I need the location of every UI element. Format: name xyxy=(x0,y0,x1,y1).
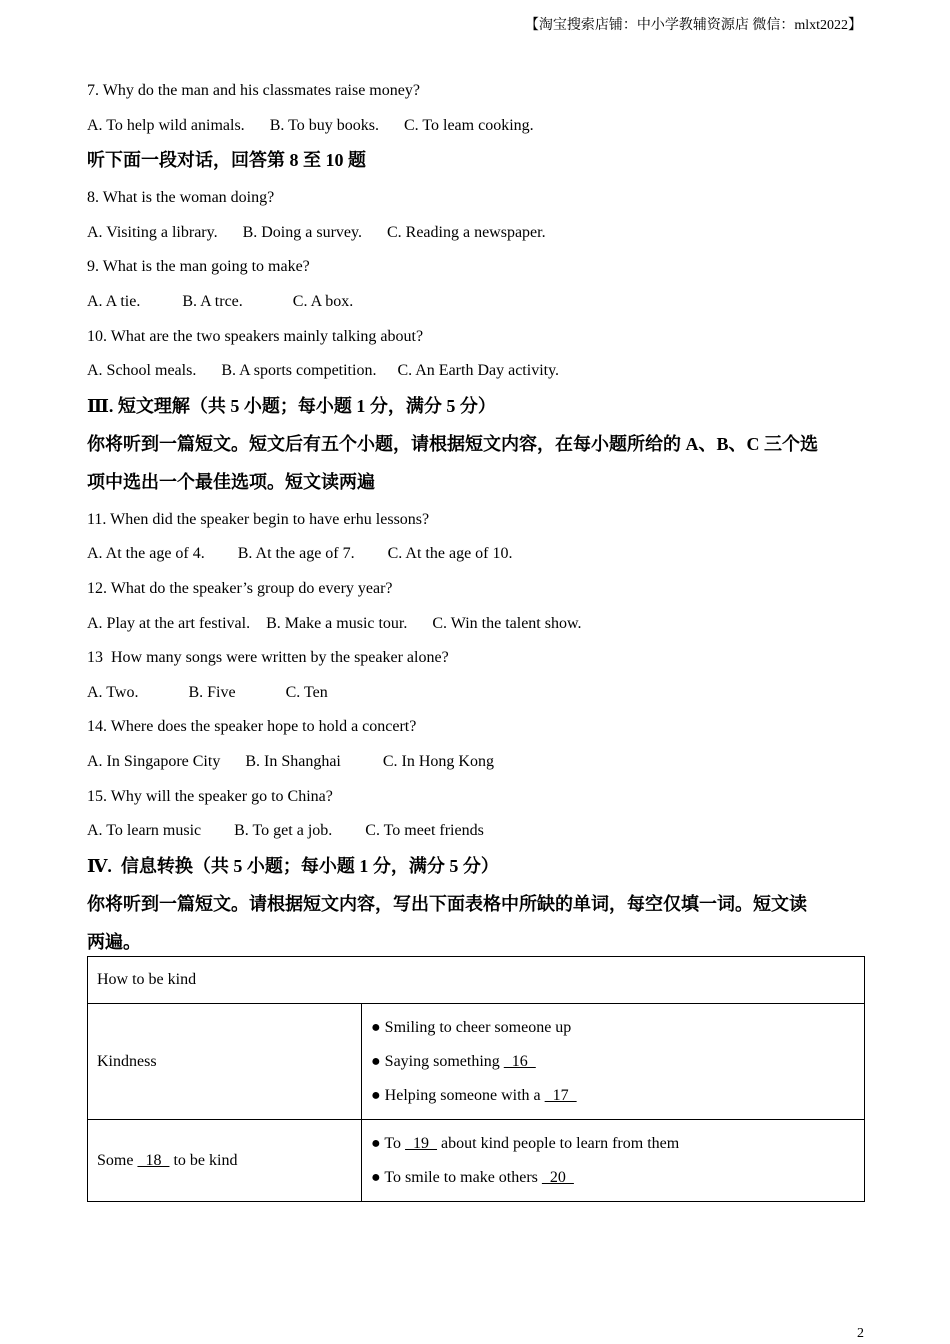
table-title: How to be kind xyxy=(88,957,865,1004)
question-text: 13 How many songs were written by the speaker alone? xyxy=(87,649,449,667)
kindness-bullets xyxy=(362,1004,865,1120)
bullet-item: ● Smiling to cheer someone up xyxy=(371,1018,572,1036)
option-b: B. To get a job. xyxy=(234,822,333,840)
table-row xyxy=(88,1004,865,1120)
option-c: C. Reading a newspaper. xyxy=(386,223,546,241)
option-a: A. At the age of 4. xyxy=(87,545,205,563)
option-b: B. A trce. xyxy=(182,292,243,310)
option-b: B. Doing a survey. xyxy=(242,223,362,241)
question-text: 12. What do the speaker’s group do every year? xyxy=(87,579,393,597)
question-list xyxy=(87,78,865,967)
blank-18: 18 xyxy=(137,1151,170,1169)
bullet-item: ● Saying something 16 xyxy=(371,1052,536,1070)
option-a: A. A tie. xyxy=(87,292,141,310)
option-c: C. An Earth Day activity. xyxy=(397,362,560,380)
option-c: C. Win the talent show. xyxy=(432,614,582,632)
bullet-item: ● Helping someone with a 17 xyxy=(371,1086,577,1104)
row-label-kindness: Kindness xyxy=(88,1004,362,1120)
option-b: B. Make a music tour. xyxy=(266,614,408,632)
blank-17: 17 xyxy=(544,1086,577,1104)
table-row xyxy=(88,1120,865,1202)
answer-options xyxy=(87,113,865,148)
section-heading: 听下面一段对话，回答第 8 至 10 题 xyxy=(87,150,366,171)
question-text: 9. What is the man going to make? xyxy=(87,258,310,276)
question-text: 11. When did the speaker begin to have erhu lessons? xyxy=(87,510,430,528)
option-a: A. To help wild animals. xyxy=(87,116,245,134)
table-title-row xyxy=(88,957,865,1004)
page-number: 2 xyxy=(857,1326,864,1341)
ways-bullets xyxy=(362,1120,865,1202)
option-c: C. To meet friends xyxy=(365,822,484,840)
option-a: A. In Singapore City xyxy=(87,752,221,770)
row-label-ways: Some 18 to be kind xyxy=(88,1120,362,1202)
option-c: C. Ten xyxy=(285,683,328,701)
answer-options xyxy=(87,358,865,393)
question-text: 14. Where does the speaker hope to hold a concert? xyxy=(87,718,417,736)
section-heading: 你将听到一篇短文。短文后有五个小题，请根据短文内容，在每小题所给的 A、B、C 三个选 xyxy=(87,433,818,454)
section-heading: 两遍。 xyxy=(87,931,141,952)
question-text: 10. What are the two speakers mainly talking about? xyxy=(87,327,424,345)
answer-options xyxy=(87,680,865,715)
question-text: 15. Why will the speaker go to China? xyxy=(87,787,333,805)
option-a: A. School meals. xyxy=(87,362,197,380)
question-text: 7. Why do the man and his classmates raise money? xyxy=(87,82,420,99)
section-heading: Ⅳ. 信息转换（共 5 小题；每小题 1 分，满分 5 分） xyxy=(87,855,499,876)
section-heading: 你将听到一篇短文。请根据短文内容，写出下面表格中所缺的单词，每空仅填一词。短文读 xyxy=(87,893,807,914)
bullet-item: ● To 19 about kind people to learn from them xyxy=(371,1134,680,1152)
option-a: A. To learn music xyxy=(87,822,202,840)
option-c: C. At the age of 10. xyxy=(387,545,513,563)
blank-19: 19 xyxy=(405,1134,438,1152)
section-heading: 项中选出一个最佳选项。短文读两遍 xyxy=(87,471,375,492)
answer-options xyxy=(87,818,865,853)
blank-20: 20 xyxy=(541,1168,574,1186)
info-table xyxy=(87,956,865,1202)
page-header: 【淘宝搜索店铺：中小学教辅资源店 微信：mlxt2022】 xyxy=(524,18,862,33)
option-b: B. At the age of 7. xyxy=(237,545,355,563)
answer-options xyxy=(87,289,865,324)
answer-options xyxy=(87,611,865,646)
option-a: A. Visiting a library. xyxy=(87,223,218,241)
answer-options xyxy=(87,220,865,255)
option-a: A. Play at the art festival. xyxy=(87,614,251,632)
option-b: B. To buy books. xyxy=(269,116,379,134)
option-a: A. Two. xyxy=(87,683,139,701)
option-b: B. Five xyxy=(188,683,236,701)
option-b: B. In Shanghai xyxy=(245,752,341,770)
answer-options xyxy=(87,749,865,784)
answer-options xyxy=(87,541,865,576)
option-c: C. A box. xyxy=(292,292,354,310)
option-c: C. In Hong Kong xyxy=(382,752,494,770)
option-b: B. A sports competition. xyxy=(221,362,377,380)
section-heading: Ⅲ. 短文理解（共 5 小题；每小题 1 分，满分 5 分） xyxy=(87,395,496,416)
bullet-item: ● To smile to make others 20 xyxy=(371,1168,574,1186)
question-text: 8. What is the woman doing? xyxy=(87,189,275,207)
blank-16: 16 xyxy=(503,1052,536,1070)
option-c: C. To leam cooking. xyxy=(403,116,534,134)
